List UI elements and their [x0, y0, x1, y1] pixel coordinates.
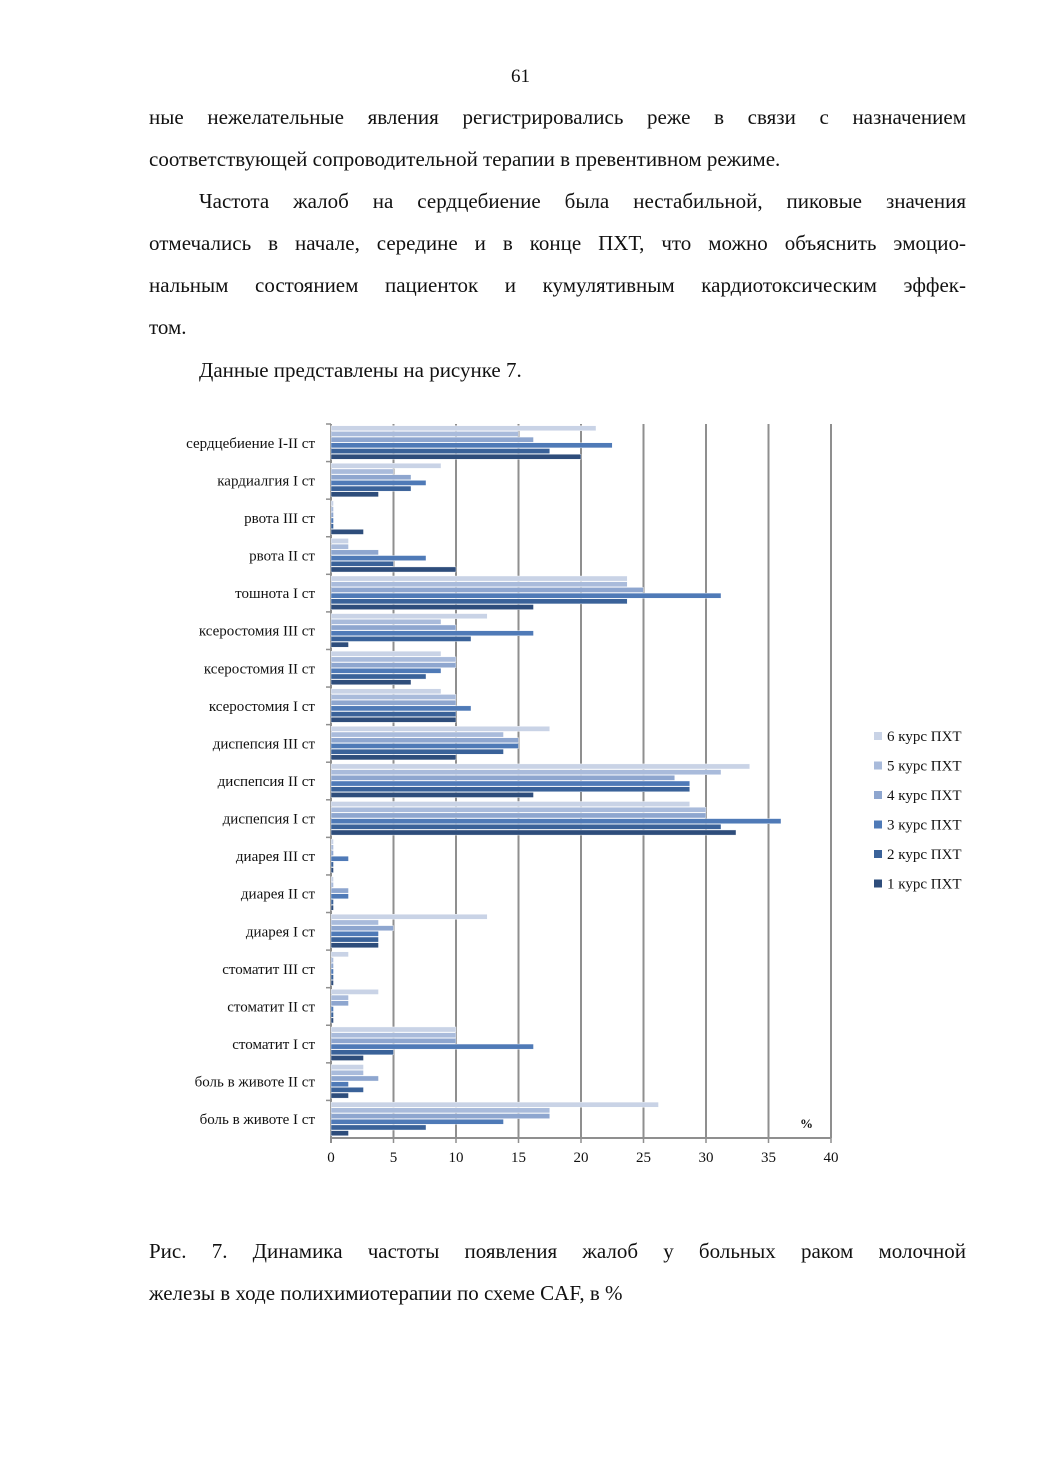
- bar-7-2: [331, 700, 456, 705]
- category-label: рвота II ст: [249, 548, 315, 565]
- bar-5-3: [331, 631, 534, 636]
- bar-12-0: [331, 877, 334, 882]
- bar-3-5: [331, 567, 456, 572]
- bar-17-4: [331, 1087, 364, 1092]
- legend-label: 2 курс ПХТ: [887, 847, 962, 863]
- bar-9-5: [331, 792, 534, 797]
- figure-7-chart: [150, 410, 990, 1180]
- bar-15-5: [331, 1018, 334, 1023]
- bar-8-2: [331, 738, 519, 743]
- bar-13-1: [331, 920, 379, 925]
- legend-swatch: [874, 821, 882, 829]
- bar-9-4: [331, 787, 690, 792]
- bar-18-5: [331, 1131, 349, 1136]
- bar-17-1: [331, 1070, 364, 1075]
- legend-swatch: [874, 880, 882, 888]
- category-label: диарея II ст: [240, 886, 315, 903]
- bar-16-5: [331, 1055, 364, 1060]
- bar-18-1: [331, 1108, 550, 1113]
- category-label: ксеростомия II ст: [203, 661, 315, 678]
- bar-9-1: [331, 770, 721, 775]
- bar-13-4: [331, 937, 379, 942]
- bar-14-1: [331, 957, 334, 962]
- bar-1-5: [331, 492, 379, 497]
- bar-16-2: [331, 1038, 456, 1043]
- bar-12-1: [331, 882, 334, 887]
- bar-9-0: [331, 764, 750, 769]
- paragraph-2-line-2: отмечались в начале, середине и в конце ПХТ, что можно объяснить эмоцио-: [149, 231, 966, 255]
- bar-17-0: [331, 1065, 364, 1070]
- bar-0-1: [331, 431, 519, 436]
- legend-swatch: [874, 732, 882, 740]
- x-tick-label: 0: [327, 1150, 335, 1166]
- legend-label: 3 курс ПХТ: [887, 817, 962, 834]
- bar-13-3: [331, 931, 379, 936]
- bar-16-3: [331, 1044, 534, 1049]
- bar-6-2: [331, 663, 456, 668]
- bar-15-3: [331, 1006, 334, 1011]
- bar-12-3: [331, 894, 349, 899]
- figure-caption-line-1: Рис. 7. Динамика частоты появления жалоб у больных раком молочной: [149, 1239, 966, 1263]
- bar-11-2: [331, 850, 334, 855]
- category-label: диарея III ст: [235, 849, 315, 866]
- bar-2-5: [331, 529, 364, 534]
- category-label: стоматит III ст: [222, 961, 315, 978]
- category-label: сердцебиение I-II ст: [186, 435, 315, 452]
- bar-18-3: [331, 1119, 504, 1124]
- bar-15-2: [331, 1001, 349, 1006]
- category-label: рвота III ст: [244, 510, 315, 527]
- bar-7-5: [331, 717, 456, 722]
- bar-1-1: [331, 469, 394, 474]
- bar-14-2: [331, 963, 334, 968]
- paragraph-1-line-2: соответствующей сопроводительной терапии в превентивном режиме.: [149, 147, 781, 171]
- bar-17-5: [331, 1093, 349, 1098]
- bar-5-0: [331, 614, 487, 619]
- category-label: боль в животе II ст: [194, 1074, 315, 1091]
- page-number: 61: [511, 66, 530, 87]
- bar-15-1: [331, 995, 349, 1000]
- bar-10-5: [331, 830, 736, 835]
- x-tick-label: 35: [761, 1150, 776, 1166]
- x-tick-label: 30: [698, 1150, 714, 1166]
- bar-14-5: [331, 980, 334, 985]
- bar-0-0: [331, 426, 596, 431]
- paragraph-3-line-1: Данные представлены на рисунке 7.: [199, 358, 522, 382]
- category-label: боль в животе I ст: [199, 1112, 315, 1129]
- bar-7-0: [331, 689, 441, 694]
- bar-3-2: [331, 550, 379, 555]
- bar-12-5: [331, 905, 334, 910]
- bar-16-1: [331, 1033, 456, 1038]
- bar-12-4: [331, 899, 334, 904]
- bar-4-0: [331, 576, 627, 581]
- bar-11-3: [331, 856, 349, 861]
- category-label: стоматит I ст: [232, 1037, 315, 1054]
- bar-4-1: [331, 582, 627, 587]
- bar-18-2: [331, 1114, 550, 1119]
- bar-8-3: [331, 743, 519, 748]
- bar-8-5: [331, 755, 456, 760]
- category-label: диарея I ст: [245, 924, 315, 941]
- bar-14-4: [331, 975, 334, 980]
- bar-2-2: [331, 512, 334, 517]
- legend-label: 1 курс ПХТ: [887, 876, 962, 893]
- bar-16-4: [331, 1050, 394, 1055]
- x-tick-label: 20: [573, 1150, 589, 1166]
- x-tick-label: 25: [636, 1150, 651, 1166]
- bar-6-4: [331, 674, 426, 679]
- bar-18-0: [331, 1102, 659, 1107]
- bar-7-1: [331, 694, 456, 699]
- category-label: ксеростомия III ст: [198, 623, 315, 640]
- bar-6-3: [331, 668, 441, 673]
- bar-2-3: [331, 518, 334, 523]
- bar-0-4: [331, 448, 550, 453]
- bar-15-4: [331, 1012, 334, 1017]
- bar-1-2: [331, 475, 411, 480]
- bar-4-5: [331, 605, 534, 610]
- bar-1-4: [331, 486, 411, 491]
- bar-5-2: [331, 625, 456, 630]
- legend-swatch: [874, 850, 882, 858]
- category-label: диспепсия II ст: [217, 774, 315, 790]
- bar-11-0: [331, 839, 334, 844]
- legend-label: 5 курс ПХТ: [887, 758, 962, 775]
- bar-18-4: [331, 1125, 426, 1130]
- bar-0-5: [331, 454, 581, 459]
- bar-4-3: [331, 593, 721, 598]
- bar-11-5: [331, 868, 334, 873]
- bar-3-4: [331, 561, 394, 566]
- bar-1-3: [331, 480, 426, 485]
- bar-4-4: [331, 599, 627, 604]
- bar-5-5: [331, 642, 349, 647]
- x-tick-label: 15: [511, 1150, 526, 1166]
- bar-5-1: [331, 619, 441, 624]
- bar-6-5: [331, 680, 411, 685]
- category-label: кардиалгия I ст: [217, 473, 315, 490]
- bar-10-3: [331, 819, 781, 824]
- bar-6-1: [331, 657, 456, 662]
- bar-0-3: [331, 443, 612, 448]
- legend-label: 6 курс ПХТ: [887, 729, 962, 745]
- paragraph-1-line-1: ные нежелательные явления регистрировались реже в связи с назначением: [149, 105, 966, 129]
- bar-12-2: [331, 888, 349, 893]
- bar-8-1: [331, 732, 504, 737]
- bar-13-0: [331, 914, 487, 919]
- bar-chart: [150, 410, 990, 1180]
- bar-13-5: [331, 943, 379, 948]
- bar-14-0: [331, 952, 349, 957]
- bar-2-1: [331, 507, 334, 512]
- bar-2-4: [331, 524, 334, 529]
- paragraph-2-line-4: том.: [149, 315, 187, 339]
- bar-10-4: [331, 824, 721, 829]
- x-tick-label: 10: [448, 1150, 464, 1166]
- bar-3-3: [331, 556, 426, 561]
- category-label: ксеростомия I ст: [208, 698, 315, 715]
- legend-swatch: [874, 791, 882, 799]
- unit-label: %: [800, 1116, 813, 1131]
- bar-10-0: [331, 801, 690, 806]
- paragraph-2-line-3: нальным состоянием пациенток и кумулятивным кардиотоксическим эффек-: [149, 273, 966, 297]
- bar-13-2: [331, 926, 394, 931]
- bar-17-3: [331, 1082, 349, 1087]
- figure-caption-line-2: железы в ходе полихимиотерапии по схеме CAF, в %: [149, 1281, 623, 1305]
- legend-label: 4 курс ПХТ: [887, 788, 962, 804]
- bar-3-1: [331, 544, 349, 549]
- bar-0-2: [331, 437, 534, 442]
- paragraph-2-line-1: Частота жалоб на сердцебиение была нестабильной, пиковые значения: [199, 189, 966, 213]
- bar-15-0: [331, 989, 379, 994]
- legend-swatch: [874, 762, 882, 770]
- bar-1-0: [331, 463, 441, 468]
- bar-17-2: [331, 1076, 379, 1081]
- bar-3-0: [331, 538, 349, 543]
- bar-10-1: [331, 807, 706, 812]
- bar-6-0: [331, 651, 441, 656]
- bar-16-0: [331, 1027, 456, 1032]
- bar-14-3: [331, 969, 334, 974]
- category-label: стоматит II ст: [227, 999, 315, 1016]
- category-label: диспепсия I ст: [222, 811, 315, 828]
- x-tick-label: 5: [389, 1150, 398, 1166]
- bar-7-3: [331, 706, 471, 711]
- category-label: тошнота I ст: [235, 586, 315, 603]
- bar-8-4: [331, 749, 504, 754]
- bar-5-4: [331, 636, 471, 641]
- bar-9-2: [331, 775, 675, 780]
- category-label: диспепсия III ст: [212, 736, 315, 753]
- bar-4-2: [331, 587, 644, 592]
- bar-8-0: [331, 726, 550, 731]
- bar-11-4: [331, 862, 334, 867]
- bar-10-2: [331, 813, 706, 818]
- bar-9-3: [331, 781, 690, 786]
- bar-2-0: [331, 501, 334, 506]
- bar-11-1: [331, 845, 334, 850]
- x-tick-label: 40: [823, 1150, 839, 1166]
- bar-7-4: [331, 712, 456, 717]
